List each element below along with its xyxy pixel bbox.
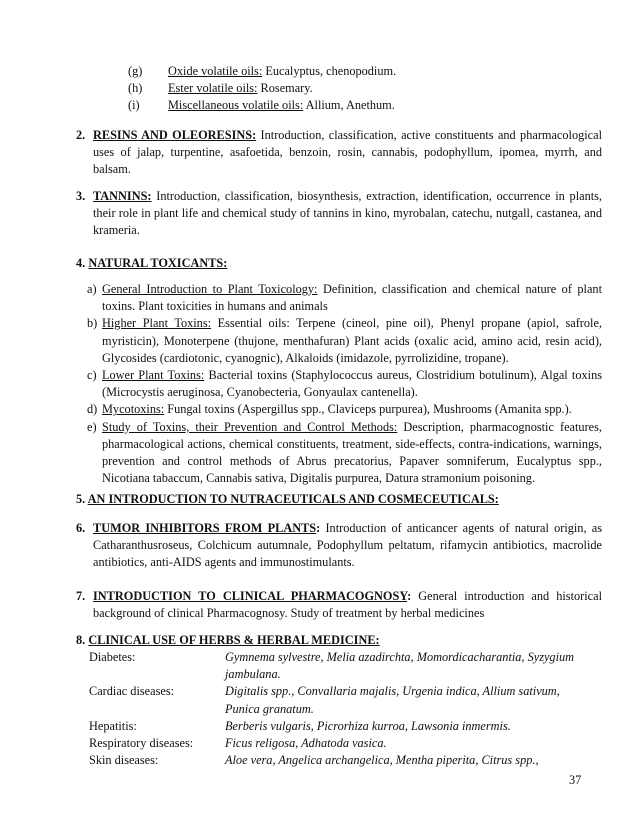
toxicants-list	[87, 281, 602, 487]
sub-item-i	[128, 97, 588, 114]
sub-item-text: Rosemary.	[257, 81, 313, 95]
section-colon: :	[407, 589, 412, 603]
sub-item-label: (i)	[128, 98, 140, 112]
sub-item-g	[128, 63, 588, 80]
sub-item-title: Ester volatile oils:	[168, 81, 258, 95]
sub-item-title: Miscellaneous volatile oils:	[168, 98, 304, 112]
disease-cell: Cardiac diseases:	[89, 684, 175, 699]
plants-cell: Gymnema sylvestre, Melia azadirchta, Momordicacharantia, Syzygium jambulana.	[225, 650, 575, 682]
list-item-text: Fungal toxins (Aspergillus spp., Claviceps purpurea), Mushrooms (Amanita spp.).	[164, 402, 572, 417]
section-number: 6.	[76, 521, 86, 535]
sub-item-text: Eucalyptus, chenopodium.	[262, 64, 397, 78]
list-item-label: a)	[87, 282, 97, 296]
section-title: RESINS AND OLEORESINS:	[93, 128, 257, 142]
list-item-title: Higher Plant Toxins:	[102, 316, 212, 331]
section-resins	[76, 127, 602, 179]
page-number: 37	[569, 773, 582, 787]
list-item-title: Study of Toxins, their Prevention and Control Methods:	[102, 419, 398, 434]
list-item	[87, 315, 602, 367]
plants-cell: Aloe vera, Angelica archangelica, Mentha piperita, Citrus spp.,	[225, 753, 539, 768]
section-herbs-heading	[76, 632, 380, 649]
section-number: 3.	[76, 189, 86, 203]
section-tannins	[76, 188, 602, 240]
list-item-text: Bacterial toxins (Staphylococcus aureus, Clostridium botulinum), Algal toxins (Microcystis aeruginosa, Cyanobecteria, Gonyaulax cantenella).	[102, 368, 602, 400]
herbs-table	[89, 649, 609, 769]
sub-item-h	[128, 80, 588, 97]
section-number: 2.	[76, 128, 86, 142]
section-colon: :	[316, 521, 321, 535]
list-item-label: d)	[87, 402, 98, 417]
table-row	[89, 649, 609, 683]
list-item	[87, 419, 602, 488]
list-item-label: c)	[87, 368, 97, 383]
list-item-label: b)	[87, 316, 98, 331]
section-text: General introduction and historical background of clinical Pharmacognosy. Study of treatment by herbal medicines	[93, 589, 602, 621]
sub-item-text: Allium, Anethum.	[303, 98, 395, 112]
disease-cell: Skin diseases:	[89, 753, 159, 768]
table-row	[89, 683, 609, 717]
section-body	[93, 520, 602, 572]
table-row	[89, 718, 609, 735]
table-row	[89, 752, 609, 769]
list-item-text: Definition, classification and chemical nature of plant toxins. Plant toxicities in humans and animals	[102, 282, 602, 314]
section-toxicants-heading	[76, 255, 227, 272]
section-title: TUMOR INHIBITORS FROM PLANTS	[93, 521, 317, 535]
list-item-title: Mycotoxins:	[102, 402, 165, 417]
list-item-text: Essential oils: Terpene (cineol, pine oil), Phenyl propane (apiol, safrole, myristicin), Monoterpene (thujone, menthafuran) Plant acids (oxalic acid, amino acid, resin acid), Glycosides (cardiotonic, cyanognic), Alkaloids (imidazole, pyrrolizidine, tropane).	[102, 316, 602, 365]
section-body	[93, 127, 602, 179]
disease-cell: Hepatitis:	[89, 718, 137, 733]
section-text: Introduction of anticancer agents of natural origin, as Catharanthusroseus, Colchicum autumnale, Podophyllum peltatum, rifamycin antibiotics, macrolide antibiotics, anti-AIDS agents and immunostimulants.	[93, 521, 602, 570]
list-item-title: General Introduction to Plant Toxicology:	[102, 282, 318, 296]
section-number: 5.	[76, 492, 86, 506]
section-title: AN INTRODUCTION TO NUTRACEUTICALS AND COSMECEUTICALS:	[87, 492, 499, 506]
sub-item-title: Oxide volatile oils:	[168, 64, 263, 78]
list-item-title: Lower Plant Toxins:	[102, 368, 205, 383]
section-text: Introduction, classification, active constituents and pharmacological uses of jalap, turpentine, asafoetida, benzoin, rosin, cannabis, podophyllum, ipomea, myrrh, and balsam.	[93, 128, 603, 177]
list-item	[87, 281, 602, 315]
section-tumor	[76, 520, 602, 572]
section-nutraceuticals-heading	[76, 491, 499, 508]
section-number: 7.	[76, 589, 86, 603]
section-number: 8.	[76, 633, 86, 647]
sub-item-label: (g)	[128, 64, 143, 78]
section-number: 4.	[76, 256, 86, 270]
section-title: TANNINS:	[93, 189, 152, 203]
plants-cell: Digitalis spp., Convallaria majalis, Urgenia indica, Allium sativum, Punica granatum.	[225, 684, 560, 716]
list-item-text: Description, pharmacognostic features, pharmacological actions, chemical constituents, treatment, side-effects, contra-indications, warnings, prevention and control methods of Abrus precatorius, Papaver somniferum, Eucalyptus spp., Nicotiana tabaccum, Cannabis sativa, Digitalis purpurea, Datura stramonium poisoning.	[102, 419, 602, 486]
section-text: Introduction, classification, biosynthesis, extraction, identification, occurrence in plants, their role in plant life and chemical study of tannins in kino, myrobalan, catechu, nutgall, castanea, and krameria.	[93, 189, 602, 238]
plants-cell: Berberis vulgaris, Picrorhiza kurroa, Lawsonia inmermis.	[225, 718, 511, 733]
section-body	[93, 188, 602, 240]
section-title: NATURAL TOXICANTS:	[88, 256, 228, 270]
plants-cell: Ficus religosa, Adhatoda vasica.	[225, 736, 387, 751]
table-row	[89, 735, 609, 752]
sub-item-label: (h)	[128, 81, 143, 95]
disease-cell: Diabetes:	[89, 650, 136, 664]
list-item-label: e)	[87, 419, 97, 434]
list-item	[87, 401, 602, 418]
section-title: CLINICAL USE OF HERBS & HERBAL MEDICINE:	[88, 633, 380, 647]
section-clinical-pharmacognosy	[76, 588, 602, 622]
section-title: INTRODUCTION TO CLINICAL PHARMACOGNOSY	[93, 589, 408, 603]
section-body	[93, 588, 602, 622]
disease-cell: Respiratory diseases:	[89, 736, 194, 751]
list-item	[87, 367, 602, 401]
